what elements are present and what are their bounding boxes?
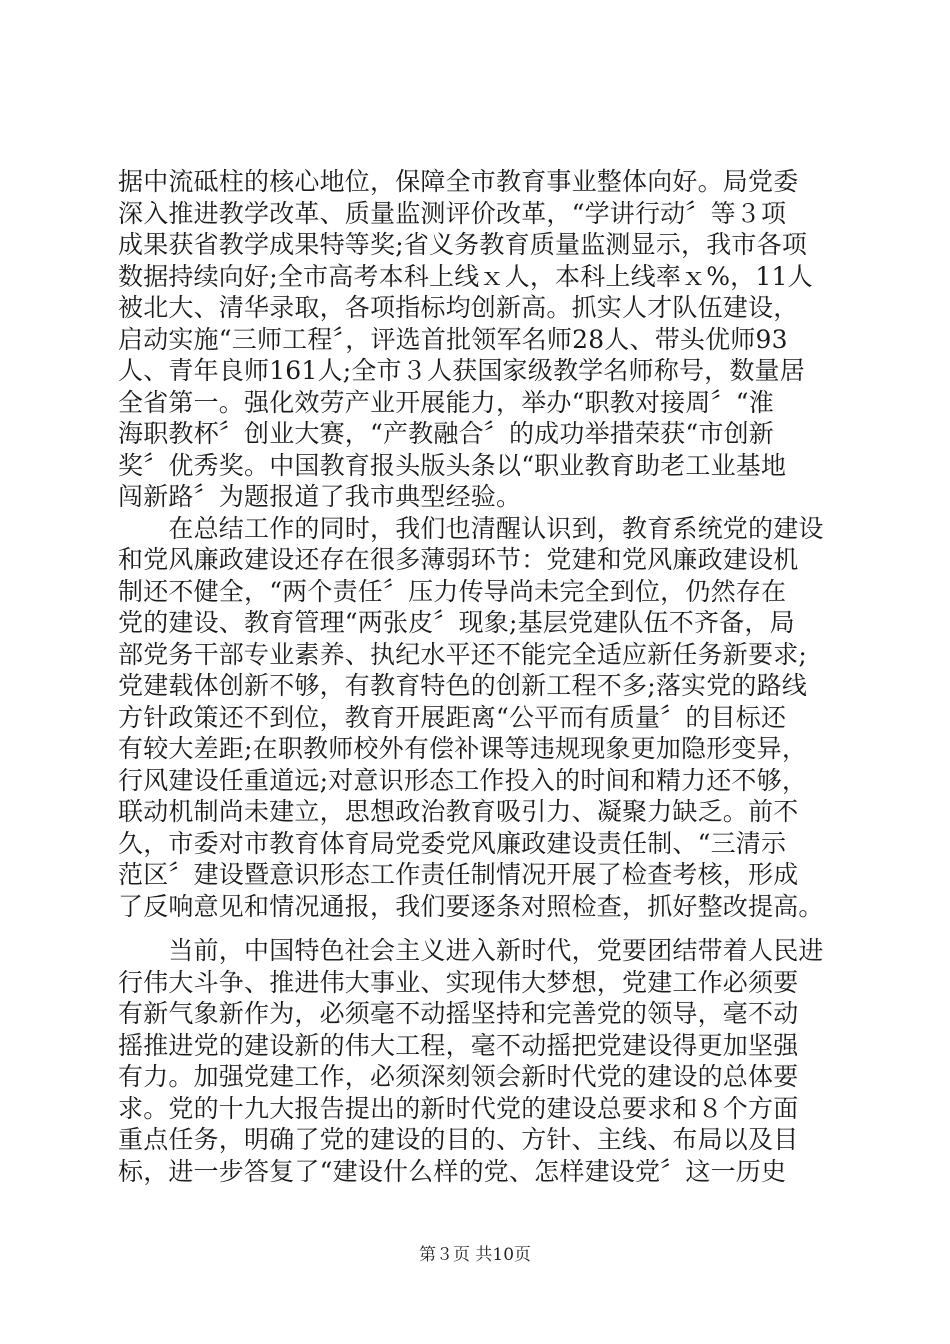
text-line: 全省第一。强化效劳产业开展能力，举办“职教对接周〞“淮	[118, 387, 774, 417]
text-line: 联动机制尚未建立，思想政治教育吸引力、凝聚力缺乏。前不	[118, 797, 799, 826]
text-line: 了反响意见和情况通报，我们要逐条对照检查，抓好整改提高。	[118, 891, 824, 921]
text-line: 党的建设、教育管理“两张皮〞现象;基层党建队伍不齐备，局	[118, 608, 795, 637]
text-line: 求。党的十九大报告提出的新时代党的建设总要求和８个方面	[118, 1093, 799, 1123]
text-line: 当前，中国特色社会主义进入新时代，党要团结带着人民进	[118, 936, 824, 965]
text-line: 在总结工作的同时，我们也清醒认识到，教育系统党的建设	[118, 513, 824, 543]
text-line: 被北大、清华录取，各项指标均创新高。抓实人才队伍建设，	[118, 293, 799, 322]
paragraph-block-1	[118, 166, 858, 922]
text-line: 人、青年良师161人;全市３人获国家级教学名师称号，数量居	[118, 356, 805, 385]
paragraph-block-2	[118, 935, 858, 1187]
text-line: 制还不健全，“两个责任〞压力传导尚未完全到位，仍然存在	[118, 576, 787, 606]
text-line: 摇推进党的建设新的伟大工程，毫不动摇把党建设得更加坚强	[118, 1030, 799, 1060]
page-number-footer: 第３页 共10页	[418, 1245, 532, 1265]
text-line: 成果获省教学成果特等奖;省义务教育质量监测显示，我市各项	[118, 230, 808, 259]
text-line: 启动实施“三师工程〞，评选首批领军名师28人、带头优师93	[118, 324, 788, 354]
text-line: 行风建设任重道远;对意识形态工作投入的时间和精力还不够，	[118, 765, 808, 795]
text-line: 有较大差距;在职教师校外有偿补课等违规现象更加隐形变异，	[118, 734, 808, 763]
text-line: 据中流砥柱的核心地位，保障全市教育事业整体向好。局党委	[118, 167, 799, 196]
text-line: 深入推进教学改革、质量监测评价改革，“学讲行动〞等３项	[118, 198, 787, 228]
text-line: 党建载体创新不够，有教育特色的创新工程不多;落实党的路线	[118, 671, 808, 700]
text-line: 行伟大斗争、推进伟大事业、实现伟大梦想，党建工作必须要	[118, 967, 799, 997]
text-line: 有力。加强党建工作，必须深刻领会新时代党的建设的总体要	[118, 1062, 799, 1091]
text-line: 有新气象新作为，必须毫不动摇坚持和完善党的领导，毫不动	[118, 999, 799, 1028]
text-line: 部党务干部专业素养、执纪水平还不能完全适应新任务新要求;	[118, 639, 808, 669]
text-line: 范区〞建设暨意识形态工作责任制情况开展了检查考核，形成	[118, 860, 799, 889]
text-line: 重点任务，明确了党的建设的目的、方针、主线、布局以及目	[118, 1125, 799, 1154]
text-line: 和党风廉政建设还存在很多薄弱环节：党建和党风廉政建设机	[118, 545, 799, 574]
text-line: 奖〞优秀奖。中国教育报头版头条以“职业教育助老工业基地	[118, 450, 787, 480]
text-line: 方针政策还不到位，教育开展距离“公平而有质量〞的目标还	[118, 702, 787, 732]
text-line: 闯新路〞为题报道了我市典型经验。	[118, 482, 522, 511]
text-line: 标，进一步答复了“建设什么样的党、怎样建设党〞这一历史	[118, 1156, 787, 1186]
text-line: 数据持续向好;全市高考本科上线ｘ人，本科上线率ｘ%，11人	[118, 261, 813, 291]
text-line: 久，市委对市教育体育局党委党风廉政建设责任制、“三清示	[118, 828, 787, 858]
text-line: 海职教杯〞创业大赛，“产教融合〞的成功举措荣获“市创新	[118, 419, 774, 448]
